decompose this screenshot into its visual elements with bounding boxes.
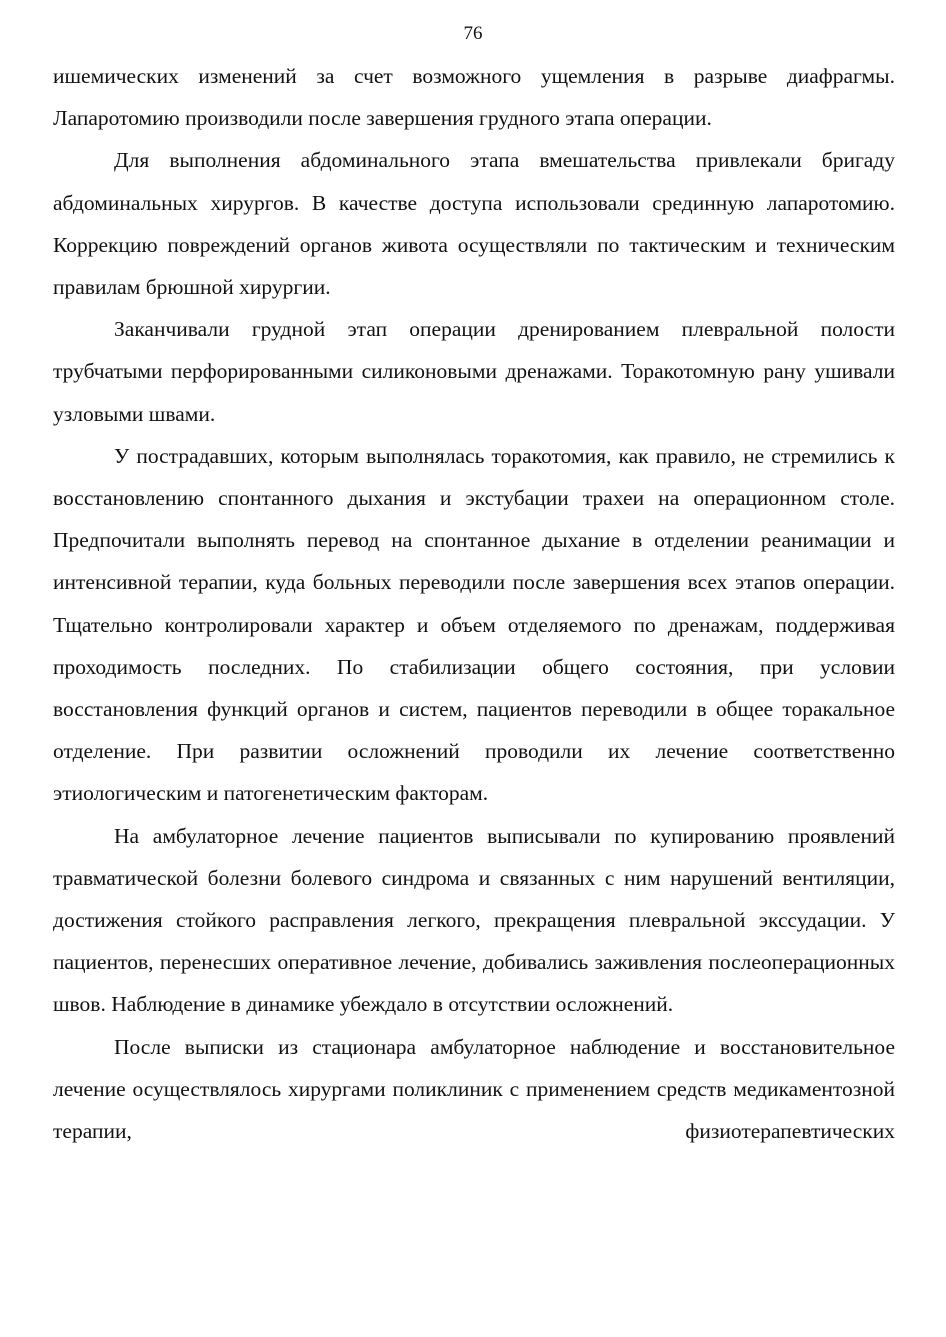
paragraph-continuation: ишемических изменений за счет возможного ущемления в разрыве диафрагмы. Лапаротомию производили после завершения грудного этапа операции. bbox=[53, 64, 895, 131]
page-number: 76 bbox=[463, 23, 483, 44]
paragraph-postoperative-care: У пострадавших, которым выполнялась торакотомия, как правило, не стремились к восстановлению спонтанного дыхания и экстубации трахеи на операционном столе. Предпочитали выполнять перевод на спонтанное дыхание в отделении реанимации и интенсивной терапии, куда больных переводили после завершения всех этапов операции. Тщательно контролировали характер и объем отделяемого по дренажам, поддерживая проходимость последних. По стабилизации общего состояния, при условии восстановления функций органов и систем, пациентов переводили в общее торакальное отделение. При развитии осложнений проводили их лечение соответственно этиологическим и патогенетическим факторам. bbox=[53, 443, 895, 806]
document-body bbox=[53, 55, 895, 1152]
paragraph-drainage: Заканчивали грудной этап операции дренированием плевральной полости трубчатыми перфорированными силиконовыми дренажами. Торакотомную рану ушивали узловыми швами. bbox=[53, 317, 895, 426]
paragraph-abdominal-stage: Для выполнения абдоминального этапа вмешательства привлекали бригаду абдоминальных хирургов. В качестве доступа использовали срединную лапаротомию. Коррекцию повреждений органов живота осуществляли по тактическим и техническим правилам брюшной хирургии. bbox=[53, 148, 895, 300]
paragraph-rehabilitation: После выписки из стационара амбулаторное наблюдение и восстановительное лечение осуществлялось хирургами поликлиник с применением средств медикаментозной терапии, физиотерапевтических bbox=[53, 1034, 895, 1144]
paragraph-discharge: На амбулаторное лечение пациентов выписывали по купированию проявлений травматической болезни болевого синдрома и связанных с ним нарушений вентиляции, достижения стойкого расправления легкого, прекращения плевральной экссудации. У пациентов, перенесших оперативное лечение, добивались заживления послеоперационных швов. Наблюдение в динамике убеждало в отсутствии осложнений. bbox=[53, 823, 895, 1017]
